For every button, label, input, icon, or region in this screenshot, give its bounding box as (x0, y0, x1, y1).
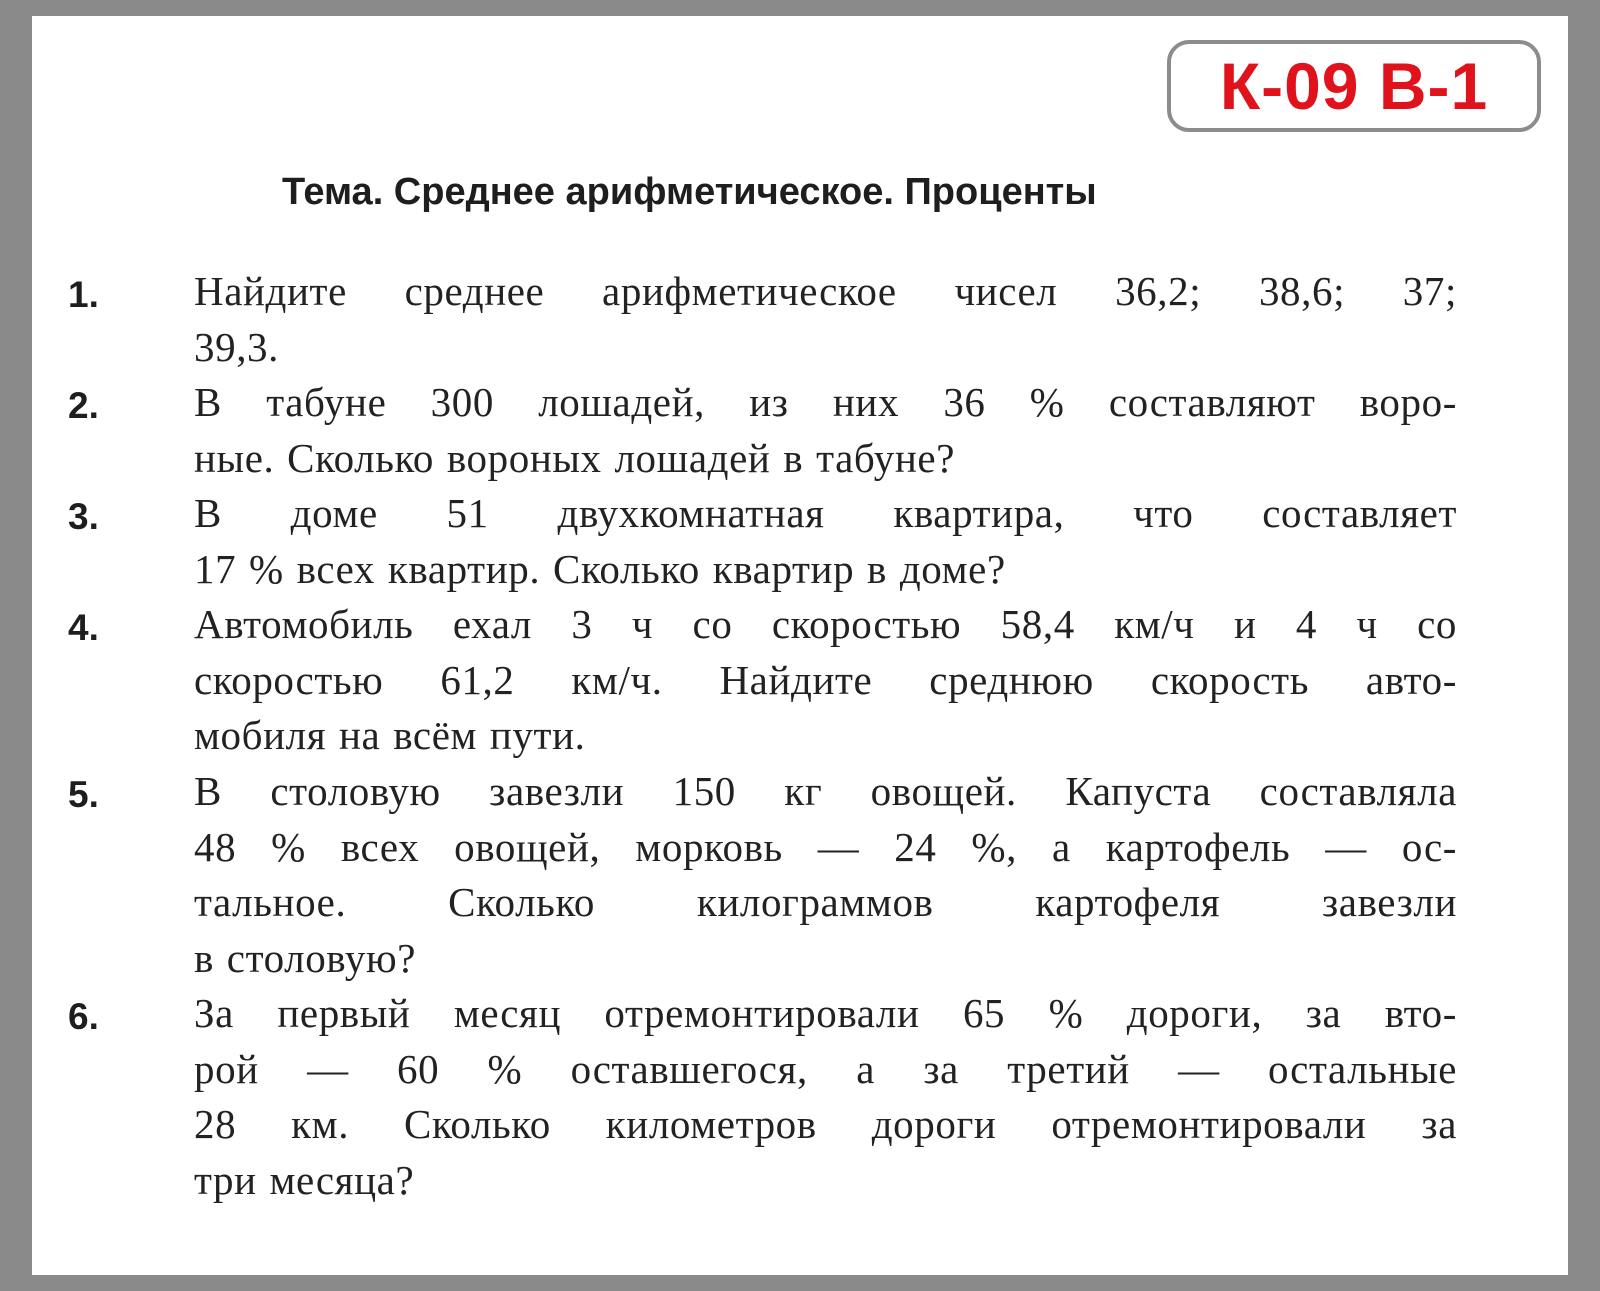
problem-text (194, 764, 1457, 986)
problem-line: 17 % всех квартир. Сколько квартир в доме? (194, 545, 1006, 592)
problem-number: 4. (68, 607, 99, 648)
problem-line: Автомобиль ехал 3 ч со скоростью 58,4 км/ч и 4 ч со (194, 601, 1457, 647)
problem-line: в столовую? (194, 934, 416, 981)
problem-number: 2. (68, 385, 99, 426)
problem-line: мобиля на всём пути. (194, 712, 586, 758)
topic-heading: Тема. Среднее арифметическое. Проценты (282, 171, 1097, 213)
problem-text (194, 986, 1457, 1208)
problem-line: три месяца? (194, 1156, 415, 1203)
problem-number: 5. (68, 774, 99, 815)
problem-line: В доме 51 двухкомнатная квартира, что составляет (194, 490, 1457, 536)
problem-line: 28 км. Сколько километров дороги отремонтировали за (194, 1101, 1457, 1147)
problem-line: 48 % всех овощей, морковь — 24 %, а картофель — ос- (194, 823, 1457, 870)
worksheet-page (32, 16, 1568, 1275)
problem-line: скоростью 61,2 км/ч. Найдите среднюю скорость авто- (194, 656, 1457, 703)
problem-number: 1. (68, 274, 99, 315)
variant-code-badge: К-09 В-1 (1167, 40, 1541, 132)
problem-line: рой — 60 % оставшегося, а за третий — остальные (194, 1045, 1457, 1092)
problem-number: 3. (68, 496, 99, 537)
problem-text (194, 597, 1457, 764)
problem-number: 6. (68, 996, 99, 1037)
problem-line: В столовую завезли 150 кг овощей. Капуста составляла (194, 768, 1457, 814)
problem-line: 39,3. (194, 323, 279, 370)
problem-line: тальное. Сколько килограммов картофеля завезли (194, 879, 1457, 925)
problem-line: ные. Сколько вороных лошадей в табуне? (194, 434, 956, 481)
problem-text (194, 264, 1457, 375)
problem-line: Найдите среднее арифметическое чисел 36,2; 38,6; 37; (194, 268, 1457, 314)
problem-text (194, 486, 1457, 597)
problem-text (194, 375, 1457, 486)
problem-line: В табуне 300 лошадей, из них 36 % составляют воро- (194, 379, 1457, 425)
problem-line: За первый месяц отремонтировали 65 % дороги, за вто- (194, 990, 1457, 1036)
